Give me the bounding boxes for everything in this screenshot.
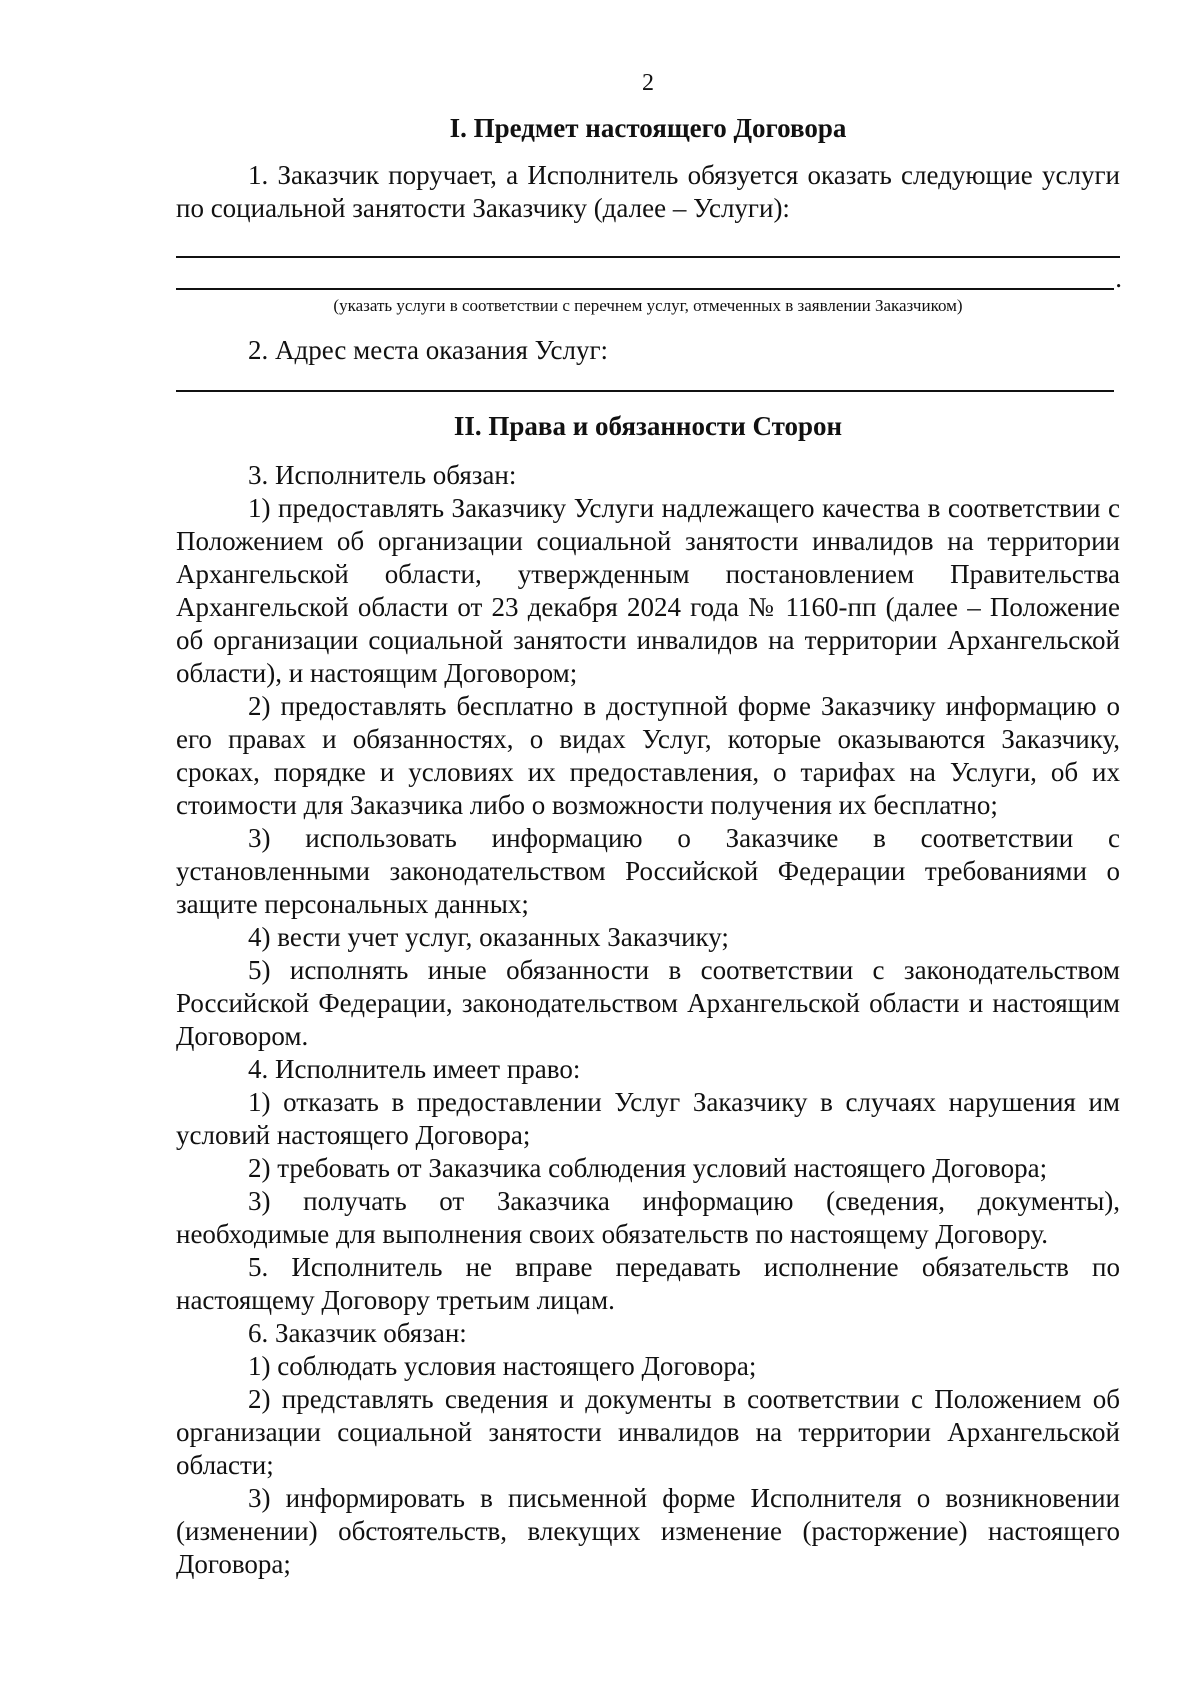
document-body xyxy=(176,68,1120,1581)
page-number: 2 xyxy=(642,70,654,96)
paragraph: 4) вести учет услуг, оказанных Заказчику; xyxy=(248,922,729,952)
paragraph: 3) информировать в письменной форме Исполнителя о возникновении (изменении) обстоятельств, влекущих изменение (расторжение) настоящего Договора; xyxy=(176,1483,1120,1579)
paragraph: 2) предоставлять бесплатно в доступной форме Заказчику информацию о его правах и обязанностях, о видах Услуг, которые оказываются Заказчику, сроках, порядке и условиях их предоставления, о тарифах на Услуги, об их стоимости для Заказчика либо о возможности получения их бесплатно; xyxy=(176,691,1120,820)
section-1-title: I. Предмет настоящего Договора xyxy=(449,113,847,143)
services-blank-caption: (указать услуги в соответствии с перечнем услуг, отмеченных в заявлении Заказчиком) xyxy=(333,296,963,315)
paragraph: 2) требовать от Заказчика соблюдения условий настоящего Договора; xyxy=(248,1153,1048,1183)
section-2-title: II. Права и обязанности Сторон xyxy=(453,411,843,441)
paragraph: 1) предоставлять Заказчику Услуги надлежащего качества в соответствии с Положением об организации социальной занятости инвалидов на территории Архангельской области, утвержденным постановлением Правительства Архангельской области от 23 декабря 2024 года № 1160-пп (далее – Положение об организации социальной занятости инвалидов на территории Архангельской области), и настоящим Договором; xyxy=(176,493,1120,688)
services-blank-line-2 xyxy=(176,287,1114,290)
paragraph: 6. Заказчик обязан: xyxy=(248,1318,467,1348)
paragraph: 5) исполнять иные обязанности в соответствии с законодательством Российской Федерации, законодательством Архангельской области и настоящим Договором. xyxy=(176,955,1120,1051)
paragraph: 3) получать от Заказчика информацию (сведения, документы), необходимые для выполнения своих обязательств по настоящему Договору. xyxy=(176,1186,1120,1249)
paragraph: 4. Исполнитель имеет право: xyxy=(248,1054,581,1084)
paragraph: 1) отказать в предоставлении Услуг Заказчику в случаях нарушения им условий настоящего Договора; xyxy=(176,1087,1120,1150)
services-blank-line-2-wrap xyxy=(176,263,1122,293)
paragraph: 5. Исполнитель не вправе передавать исполнение обязательств по настоящему Договору третьим лицам. xyxy=(176,1252,1120,1315)
address-blank-line xyxy=(176,389,1114,392)
paragraph: 3) использовать информацию о Заказчике в соответствии с установленными законодательством Российской Федерации требованиями о защите персональных данных; xyxy=(176,823,1120,919)
paragraph: 1) соблюдать условия настоящего Договора; xyxy=(248,1351,757,1381)
clause-1-text: 1. Заказчик поручает, а Исполнитель обязуется оказать следующие услуги по социальной занятости Заказчику (далее – Услуги): xyxy=(176,160,1120,223)
services-blank-line-1 xyxy=(176,255,1120,258)
paragraph: 2) представлять сведения и документы в соответствии с Положением об организации социальной занятости инвалидов на территории Архангельской области; xyxy=(176,1384,1120,1480)
blank-line-period: . xyxy=(1115,263,1122,293)
paragraph: 3. Исполнитель обязан: xyxy=(248,460,517,490)
clause-2-text: 2. Адрес места оказания Услуг: xyxy=(248,335,609,365)
